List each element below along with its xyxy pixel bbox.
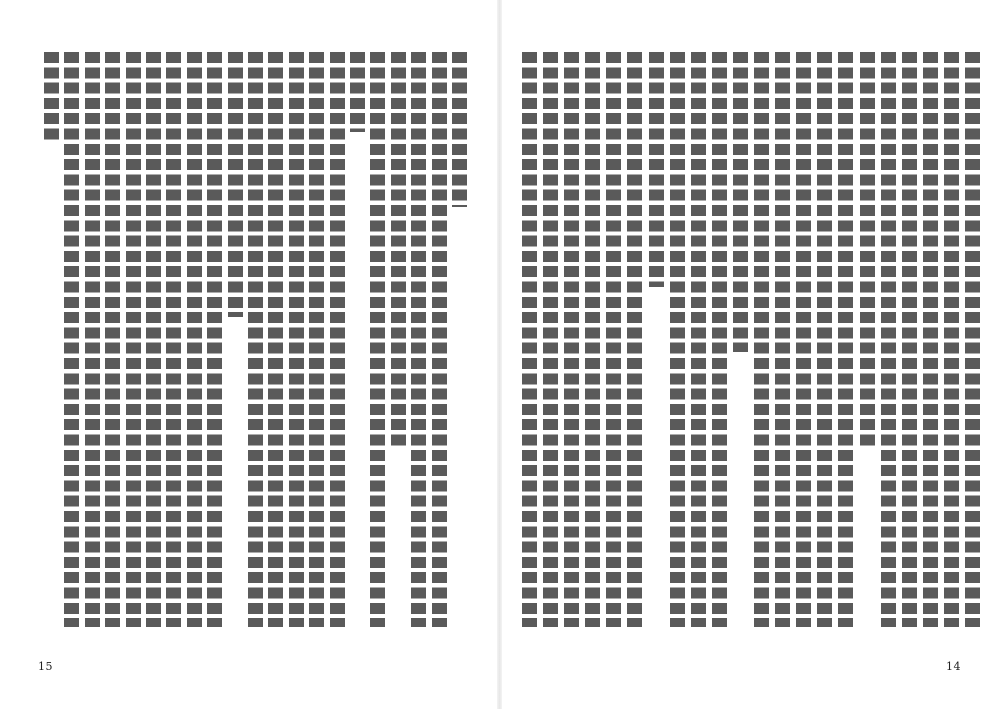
text-column: [796, 52, 811, 627]
text-column: [564, 52, 579, 627]
text-column: [268, 52, 283, 627]
text-column: [606, 52, 621, 627]
left-page-number: 15: [38, 660, 53, 673]
text-column: [432, 52, 447, 627]
right-page-text-block: [512, 52, 980, 627]
text-column: [733, 52, 748, 352]
text-column: [126, 52, 141, 627]
text-column: [902, 52, 917, 627]
text-column: [105, 52, 120, 627]
text-column: [881, 52, 896, 627]
text-column: [207, 52, 222, 627]
right-page-number: 14: [946, 660, 961, 673]
text-column: [187, 52, 202, 627]
text-column: [309, 52, 324, 627]
text-column: [965, 52, 980, 627]
text-column: [330, 52, 345, 627]
text-column: [166, 52, 181, 627]
text-column: [712, 52, 727, 627]
text-column: [370, 52, 385, 627]
right-page: [500, 0, 999, 709]
text-column: [44, 52, 59, 142]
text-column: [838, 52, 853, 627]
text-column: [817, 52, 832, 627]
text-column: [248, 52, 263, 627]
text-column: [411, 52, 426, 627]
left-page: [0, 0, 499, 709]
text-column: [923, 52, 938, 627]
text-column: [754, 52, 769, 627]
text-column: [627, 52, 642, 627]
text-column: [391, 52, 406, 447]
text-column: [543, 52, 558, 627]
text-column: [649, 52, 664, 287]
text-column: [146, 52, 161, 627]
text-column: [85, 52, 100, 627]
text-column: [228, 52, 243, 317]
text-column: [350, 52, 365, 132]
text-column: [585, 52, 600, 627]
left-page-text-block: [44, 52, 467, 627]
text-column: [670, 52, 685, 627]
text-column: [452, 52, 467, 207]
text-column: [691, 52, 706, 627]
text-column: [64, 52, 79, 627]
text-column: [860, 52, 875, 447]
text-column: [775, 52, 790, 627]
text-column: [944, 52, 959, 627]
text-column: [289, 52, 304, 627]
text-column: [522, 52, 537, 627]
